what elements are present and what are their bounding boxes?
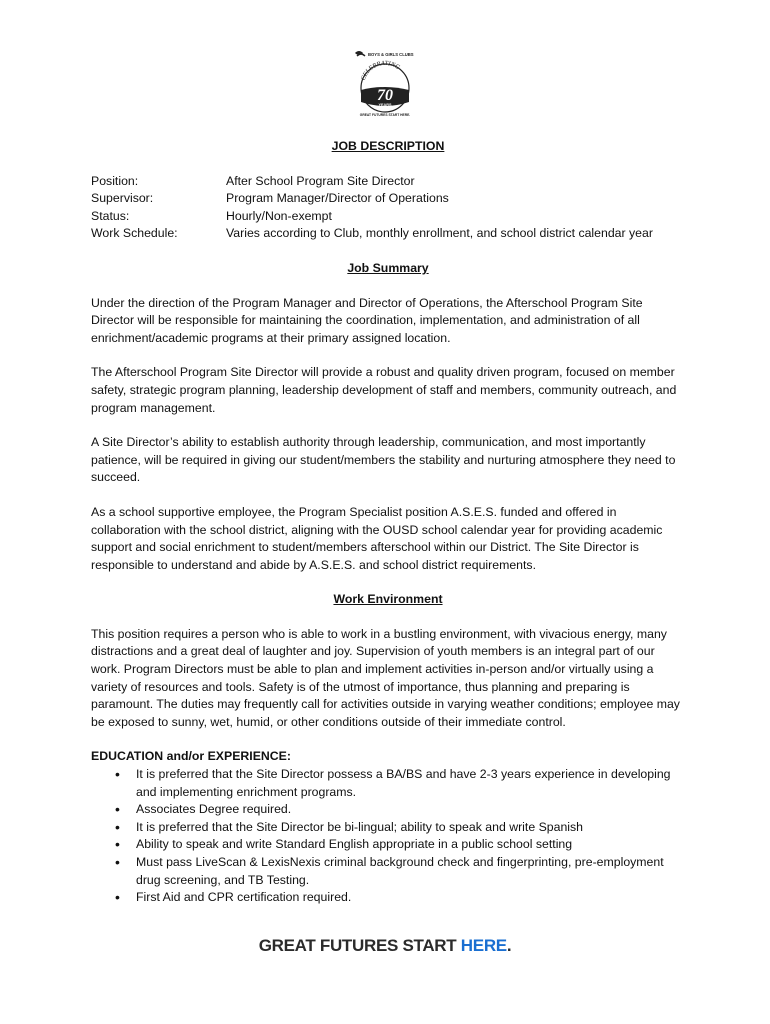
svg-text:GREAT FUTURES START HERE.: GREAT FUTURES START HERE.	[359, 113, 411, 117]
job-summary-paragraph: A Site Director’s ability to establish authority through leadership, communication, and most importantly patience, will be required in giving our student/members the stability and nurturing atmosphere they need to succeed.	[91, 435, 676, 485]
tagline-main: GREAT FUTURES START	[258, 936, 461, 955]
position-fields	[91, 173, 685, 243]
field-row-status	[91, 208, 685, 226]
field-value: Varies according to Club, monthly enrollment, and school district calendar year	[226, 226, 653, 241]
page-title: JOB DESCRIPTION	[331, 139, 445, 153]
celebrating-70-years-logo	[345, 46, 425, 118]
list-item: • Must pass LiveScan & LexisNexis criminal background check and fingerprinting, pre-employment drug screening, and TB Testing.	[136, 854, 685, 889]
list-item: • Associates Degree required.	[136, 801, 685, 819]
work-environment-paragraph: This position requires a person who is able to work in a bustling environment, with vivacious energy, many distractions and a great deal of laughter and joy. Supervision of youth members is an integral part of our work. Program Directors must be able to plan and implement activities in-person and/or virtually using a variety of resources and tools. Safety is of the utmost of importance, thus planning and preparing is paramount. The duties may frequently call for activities outside in varying weather conditions; employee may be exposed to sunny, wet, humid, or other conditions outside of their immediate control.	[91, 626, 680, 729]
svg-text:CELEBRATING: CELEBRATING	[359, 59, 401, 82]
tagline-period: .	[506, 936, 512, 955]
field-label: Status:	[91, 208, 130, 223]
job-description-body	[91, 138, 685, 907]
job-summary-paragraph: Under the direction of the Program Manager and Director of Operations, the Afterschool Program Site Director will be responsible for maintaining the coordination, implementation, and administration of all enrichment/academic programs at their primary assigned location.	[91, 295, 643, 345]
list-item: • It is preferred that the Site Director possess a BA/BS and have 2-3 years experience in developing and implementing enrichment programs.	[136, 766, 685, 801]
field-label: Work Schedule:	[91, 226, 178, 241]
field-label: Position:	[91, 173, 139, 188]
job-summary-heading: Job Summary	[347, 260, 429, 275]
field-row-position	[91, 173, 685, 191]
job-summary-paragraph: The Afterschool Program Site Director will provide a robust and quality driven program, focused on member safety, strategic program planning, leadership development of staff and members, community outreach, and program management.	[91, 365, 677, 415]
club-logo-icon	[345, 46, 425, 118]
footer-tagline	[0, 936, 770, 956]
education-heading: EDUCATION and/or EXPERIENCE:	[91, 749, 291, 764]
field-value: After School Program Site Director	[226, 173, 415, 188]
field-row-work-schedule	[91, 225, 685, 243]
svg-text:YEARS: YEARS	[378, 103, 392, 107]
job-summary-paragraph: As a school supportive employee, the Program Specialist position A.S.E.S. funded and offered in collaboration with the school district, aligning with the OUSD school calendar year for providing academic support and social enrichment to student/members afterschool within our District. The Site Director is responsible to understand and abide by A.S.E.S. and school district requirements.	[91, 504, 663, 572]
list-item: • Ability to speak and write Standard English appropriate in a public school setting	[136, 836, 685, 854]
list-item: • First Aid and CPR certification required.	[136, 889, 685, 907]
list-item: • It is preferred that the Site Director be bi-lingual; ability to speak and write Spanish	[136, 819, 685, 837]
work-environment-heading: Work Environment	[333, 592, 443, 607]
field-value: Program Manager/Director of Operations	[226, 191, 449, 206]
svg-text:70: 70	[377, 87, 393, 104]
field-row-supervisor	[91, 190, 685, 208]
education-list	[91, 766, 685, 907]
tagline-accent: HERE	[460, 936, 507, 955]
field-value: Hourly/Non-exempt	[226, 208, 332, 223]
svg-text:BOYS & GIRLS CLUBS: BOYS & GIRLS CLUBS	[368, 52, 414, 57]
field-label: Supervisor:	[91, 191, 154, 206]
